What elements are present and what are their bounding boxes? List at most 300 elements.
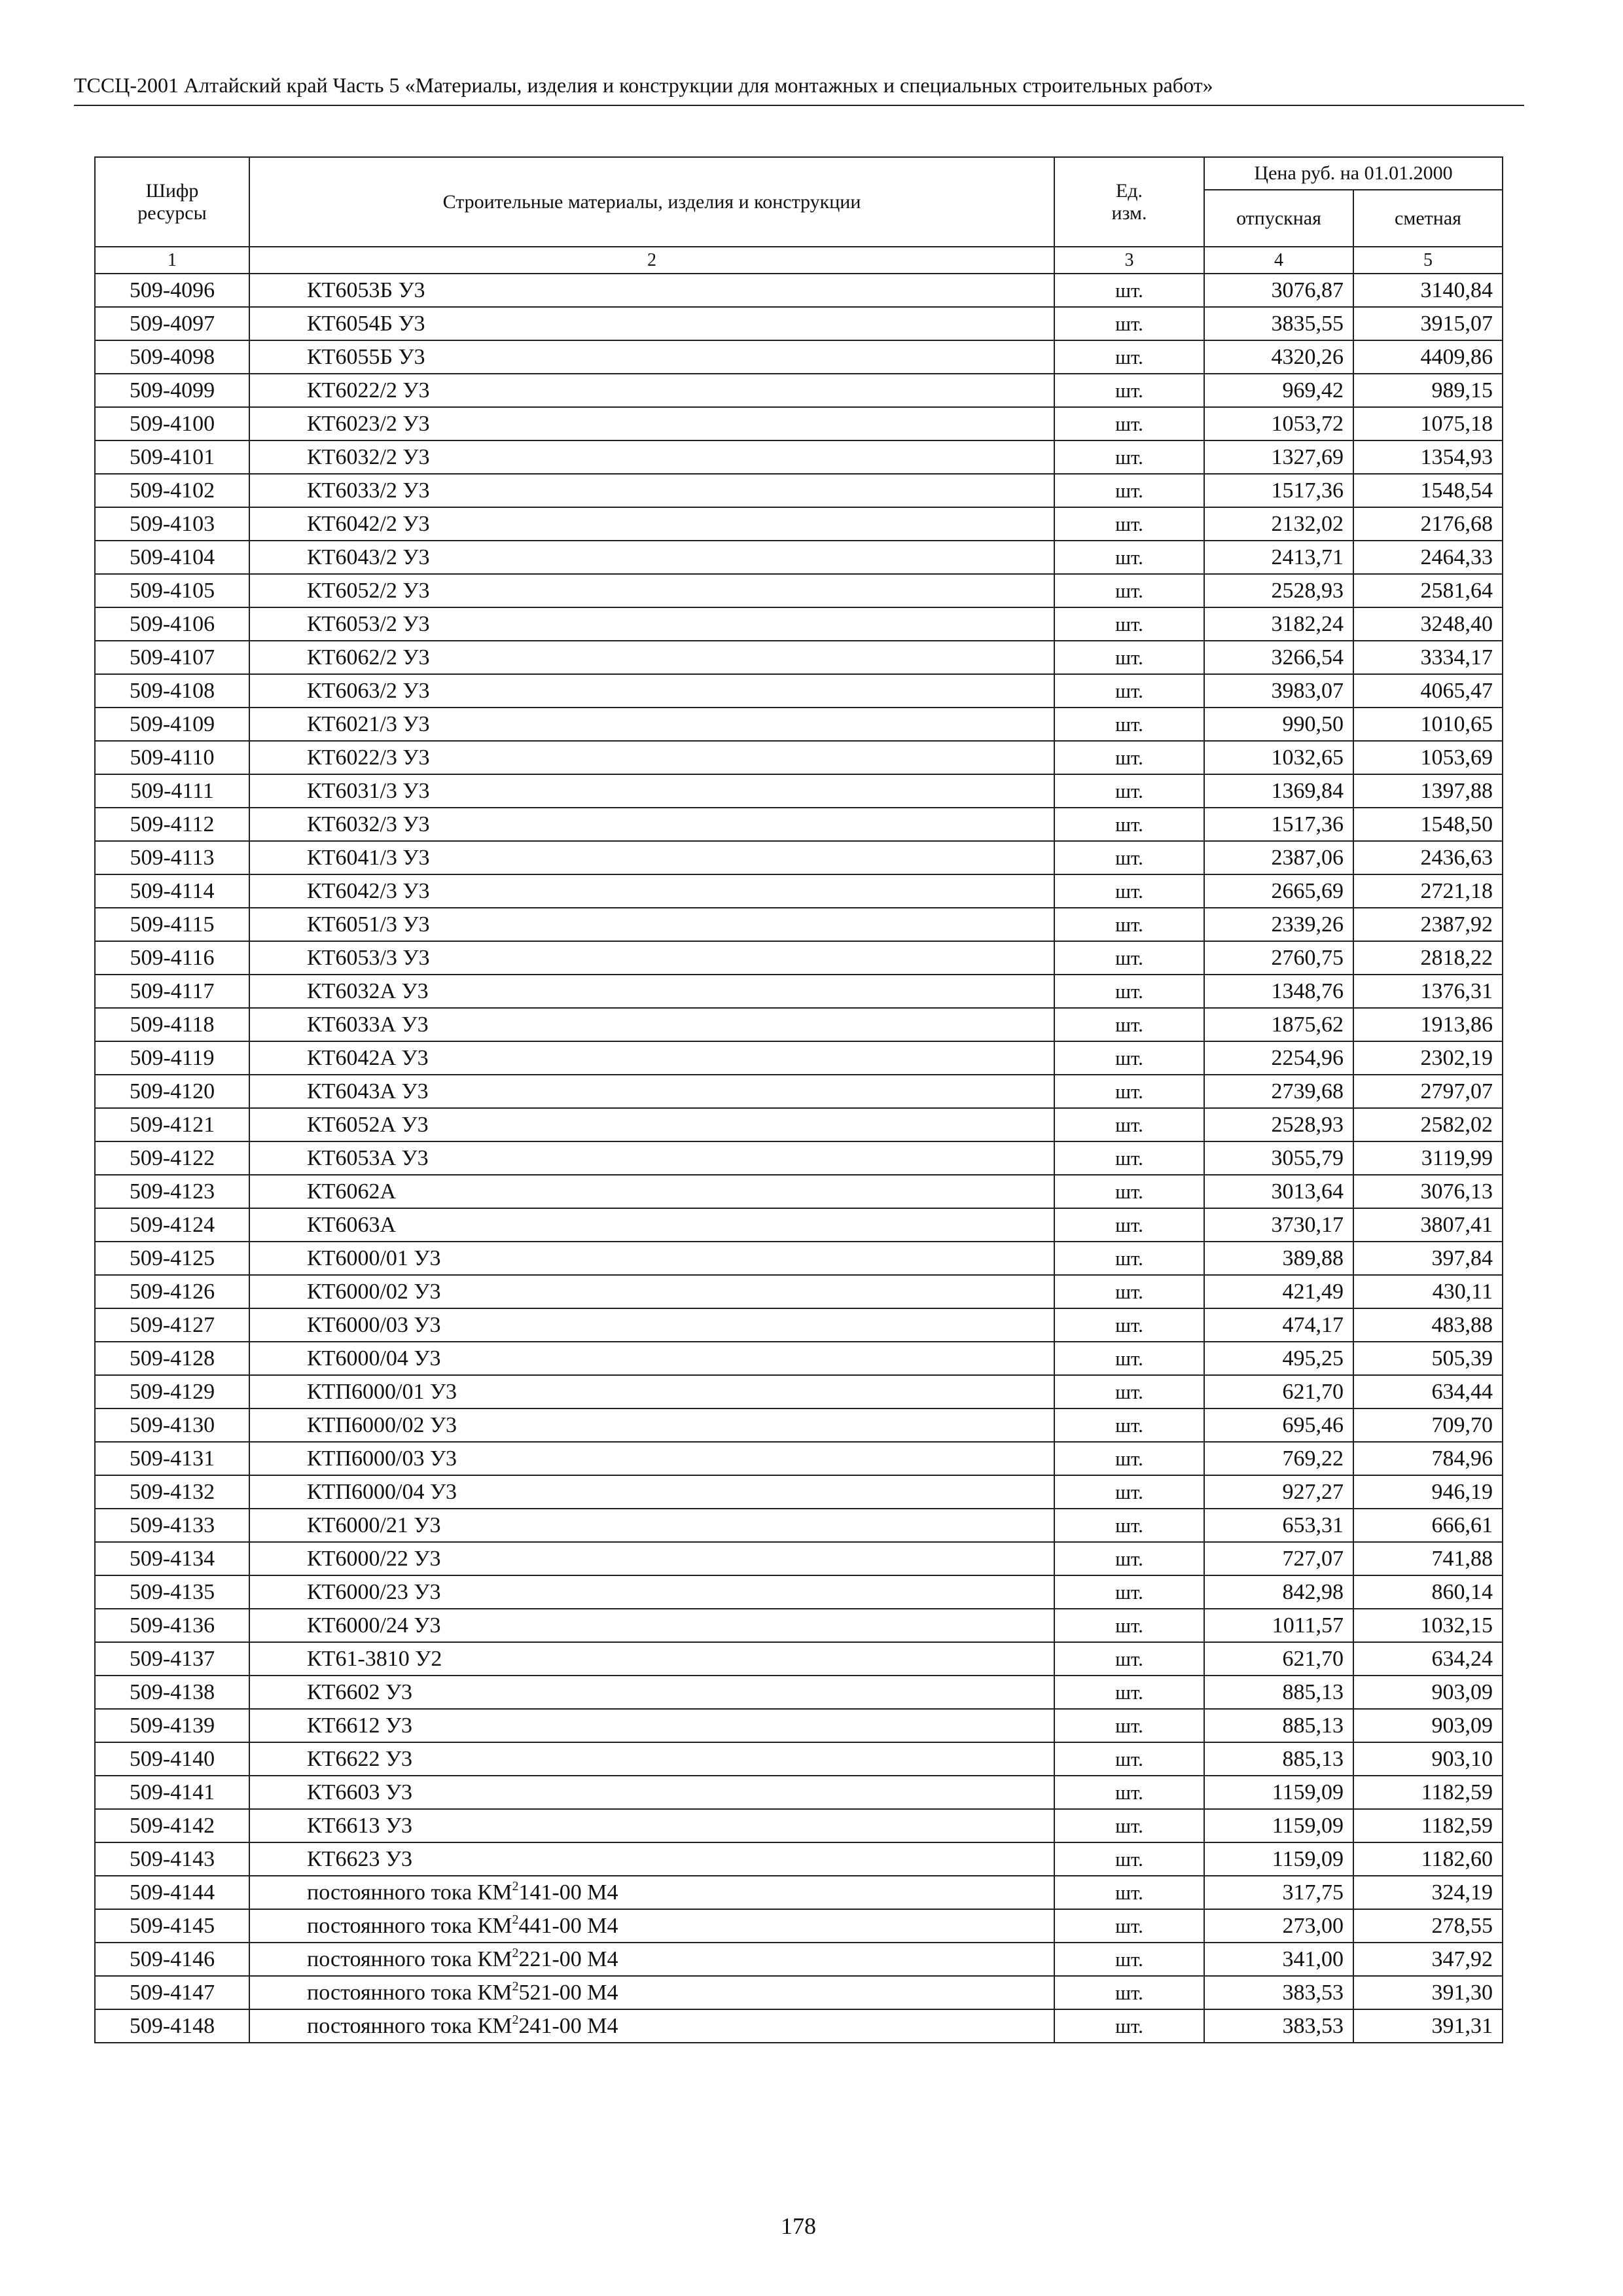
table-row [95, 941, 1503, 975]
unit-of-measure: шт. [1054, 607, 1204, 641]
release-price: 1369,84 [1204, 774, 1353, 808]
estimate-price: 860,14 [1353, 1575, 1503, 1609]
unit-of-measure: шт. [1054, 674, 1204, 708]
material-name [249, 1108, 1054, 1141]
column-header-code: Шифр ресурсы [95, 157, 249, 247]
running-header: ТССЦ-2001 Алтайский край Часть 5 «Материалы, изделия и конструкции для монтажных и специальных строительных работ» [74, 73, 1213, 97]
unit-of-measure: шт. [1054, 340, 1204, 374]
unit-of-measure: шт. [1054, 1342, 1204, 1375]
resource-code: 509-4114 [95, 874, 249, 908]
resource-code: 509-4139 [95, 1709, 249, 1742]
column-number: 5 [1353, 247, 1503, 274]
estimate-price: 1032,15 [1353, 1609, 1503, 1642]
table-row [95, 1175, 1503, 1208]
estimate-price: 1182,59 [1353, 1809, 1503, 1842]
estimate-price: 2797,07 [1353, 1075, 1503, 1108]
material-name-text: КТ6042А У3 [307, 1045, 429, 1070]
resource-code: 509-4099 [95, 374, 249, 407]
table-row [95, 1642, 1503, 1676]
release-price: 2665,69 [1204, 874, 1353, 908]
column-number: 2 [249, 247, 1054, 274]
resource-code: 509-4096 [95, 274, 249, 307]
material-name [249, 1141, 1054, 1175]
material-name-text: постоянного тока КМ [307, 1946, 512, 1971]
unit-of-measure: шт. [1054, 1475, 1204, 1509]
release-price: 621,70 [1204, 1375, 1353, 1408]
release-price: 3983,07 [1204, 674, 1353, 708]
release-price: 317,75 [1204, 1876, 1353, 1909]
column-header-estimate-price: сметная [1353, 190, 1503, 247]
resource-code: 509-4122 [95, 1141, 249, 1175]
column-header-price-group: Цена руб. на 01.01.2000 [1204, 157, 1503, 190]
unit-of-measure: шт. [1054, 374, 1204, 407]
resource-code: 509-4102 [95, 474, 249, 507]
material-name-suffix: 441-00 М4 [518, 1913, 618, 1938]
table-row [95, 1308, 1503, 1342]
unit-of-measure: шт. [1054, 541, 1204, 574]
material-name-text: КТ6622 У3 [307, 1746, 413, 1771]
resource-code: 509-4125 [95, 1242, 249, 1275]
release-price: 1327,69 [1204, 440, 1353, 474]
table-row [95, 1408, 1503, 1442]
table-row [95, 440, 1503, 474]
unit-of-measure: шт. [1054, 1208, 1204, 1242]
release-price: 695,46 [1204, 1408, 1353, 1442]
column-number: 1 [95, 247, 249, 274]
estimate-price: 2302,19 [1353, 1041, 1503, 1075]
material-name-text: постоянного тока КМ [307, 2013, 512, 2038]
unit-of-measure: шт. [1054, 574, 1204, 607]
estimate-price: 505,39 [1353, 1342, 1503, 1375]
material-name [249, 1842, 1054, 1876]
material-name [249, 841, 1054, 874]
estimate-price: 709,70 [1353, 1408, 1503, 1442]
superscript: 2 [512, 1979, 519, 1994]
estimate-price: 946,19 [1353, 1475, 1503, 1509]
unit-of-measure: шт. [1054, 1141, 1204, 1175]
material-name-text: КТ6032/2 У3 [307, 444, 430, 469]
resource-code: 509-4115 [95, 908, 249, 941]
table-row [95, 1342, 1503, 1375]
release-price: 621,70 [1204, 1642, 1353, 1676]
release-price: 1159,09 [1204, 1776, 1353, 1809]
table-row [95, 1609, 1503, 1642]
release-price: 3266,54 [1204, 641, 1353, 674]
release-price: 2387,06 [1204, 841, 1353, 874]
estimate-price: 1075,18 [1353, 407, 1503, 440]
release-price: 2413,71 [1204, 541, 1353, 574]
material-name-text: КТ6051/3 У3 [307, 912, 430, 937]
material-name-text: КТ6053А У3 [307, 1145, 429, 1170]
table-row [95, 1375, 1503, 1408]
material-name-text: КТ6022/3 У3 [307, 745, 430, 770]
material-name [249, 641, 1054, 674]
unit-of-measure: шт. [1054, 1108, 1204, 1141]
release-price: 1053,72 [1204, 407, 1353, 440]
release-price: 1348,76 [1204, 975, 1353, 1008]
material-name [249, 1609, 1054, 1642]
material-name-text: КТП6000/03 У3 [307, 1446, 457, 1471]
release-price: 3076,87 [1204, 274, 1353, 307]
resource-code: 509-4118 [95, 1008, 249, 1041]
estimate-price: 3807,41 [1353, 1208, 1503, 1242]
release-price: 1159,09 [1204, 1842, 1353, 1876]
material-name [249, 1408, 1054, 1442]
material-name-suffix: 141-00 М4 [518, 1880, 618, 1905]
unit-of-measure: шт. [1054, 1642, 1204, 1676]
material-name-text: КТП6000/02 У3 [307, 1412, 457, 1437]
release-price: 2528,93 [1204, 574, 1353, 607]
material-name-text: КТ6023/2 У3 [307, 411, 430, 436]
table-row [95, 574, 1503, 607]
table-row [95, 1909, 1503, 1943]
unit-of-measure: шт. [1054, 841, 1204, 874]
release-price: 3013,64 [1204, 1175, 1353, 1208]
resource-code: 509-4112 [95, 808, 249, 841]
unit-of-measure: шт. [1054, 1676, 1204, 1709]
table-row [95, 1041, 1503, 1075]
resource-code: 509-4143 [95, 1842, 249, 1876]
unit-of-measure: шт. [1054, 440, 1204, 474]
column-header-name: Строительные материалы, изделия и конструкции [249, 157, 1054, 247]
column-number: 4 [1204, 247, 1353, 274]
unit-of-measure: шт. [1054, 407, 1204, 440]
resource-code: 509-4116 [95, 941, 249, 975]
estimate-price: 903,09 [1353, 1709, 1503, 1742]
material-name-text: КТ6021/3 У3 [307, 711, 430, 736]
table-row [95, 1943, 1503, 1976]
estimate-price: 903,10 [1353, 1742, 1503, 1776]
table-row [95, 274, 1503, 307]
resource-code: 509-4126 [95, 1275, 249, 1308]
unit-of-measure: шт. [1054, 908, 1204, 941]
unit-of-measure: шт. [1054, 1408, 1204, 1442]
resource-code: 509-4110 [95, 741, 249, 774]
estimate-price: 3915,07 [1353, 307, 1503, 340]
estimate-price: 2436,63 [1353, 841, 1503, 874]
material-name [249, 274, 1054, 307]
estimate-price: 2176,68 [1353, 507, 1503, 541]
release-price: 2739,68 [1204, 1075, 1353, 1108]
release-price: 2760,75 [1204, 941, 1353, 975]
material-name-text: КТ6031/3 У3 [307, 778, 430, 803]
unit-of-measure: шт. [1054, 1075, 1204, 1108]
resource-code: 509-4134 [95, 1542, 249, 1575]
resource-code: 509-4124 [95, 1208, 249, 1242]
estimate-price: 3334,17 [1353, 641, 1503, 674]
material-name-text: КТ6000/21 У3 [307, 1513, 441, 1537]
material-name-text: КТ6055Б У3 [307, 344, 425, 369]
release-price: 383,53 [1204, 2009, 1353, 2043]
table-row [95, 908, 1503, 941]
material-name-suffix: 221-00 М4 [518, 1946, 618, 1971]
material-name [249, 1242, 1054, 1275]
estimate-price: 2582,02 [1353, 1108, 1503, 1141]
material-name-text: КТ6053Б У3 [307, 278, 425, 302]
material-name-text: постоянного тока КМ [307, 1880, 512, 1905]
unit-of-measure: шт. [1054, 1542, 1204, 1575]
material-name [249, 908, 1054, 941]
table-row [95, 1475, 1503, 1509]
table-row [95, 374, 1503, 407]
table-row [95, 307, 1503, 340]
material-name [249, 1008, 1054, 1041]
table-header [95, 157, 1503, 274]
unit-of-measure: шт. [1054, 941, 1204, 975]
table-row [95, 2009, 1503, 2043]
resource-code: 509-4100 [95, 407, 249, 440]
resource-code: 509-4107 [95, 641, 249, 674]
resource-code: 509-4140 [95, 1742, 249, 1776]
estimate-price: 903,09 [1353, 1676, 1503, 1709]
table-row [95, 1542, 1503, 1575]
release-price: 927,27 [1204, 1475, 1353, 1509]
release-price: 421,49 [1204, 1275, 1353, 1308]
superscript: 2 [512, 2012, 519, 2027]
table-row [95, 708, 1503, 741]
estimate-price: 2581,64 [1353, 574, 1503, 607]
unit-of-measure: шт. [1054, 741, 1204, 774]
resource-code: 509-4098 [95, 340, 249, 374]
material-name [249, 1709, 1054, 1742]
material-name-text: КТ6042/3 У3 [307, 878, 430, 903]
material-name [249, 975, 1054, 1008]
estimate-price: 1376,31 [1353, 975, 1503, 1008]
material-name-suffix: 241-00 М4 [518, 2013, 618, 2038]
material-name [249, 708, 1054, 741]
table-row [95, 607, 1503, 641]
resource-code: 509-4123 [95, 1175, 249, 1208]
resource-code: 509-4128 [95, 1342, 249, 1375]
material-name [249, 941, 1054, 975]
table-row [95, 1275, 1503, 1308]
material-name [249, 607, 1054, 641]
release-price: 2254,96 [1204, 1041, 1353, 1075]
unit-of-measure: шт. [1054, 1876, 1204, 1909]
material-name [249, 1976, 1054, 2009]
table-row [95, 1141, 1503, 1175]
resource-code: 509-4129 [95, 1375, 249, 1408]
material-name-text: КТ6000/22 У3 [307, 1546, 441, 1571]
column-header-release-price: отпускная [1204, 190, 1353, 247]
material-name-text: КТ6041/3 У3 [307, 845, 430, 870]
material-name-text: КТ6000/02 У3 [307, 1279, 441, 1304]
material-name-text: КТ6613 У3 [307, 1813, 413, 1838]
unit-of-measure: шт. [1054, 1008, 1204, 1041]
table-row [95, 1676, 1503, 1709]
estimate-price: 3248,40 [1353, 607, 1503, 641]
table-row [95, 1776, 1503, 1809]
resource-code: 509-4117 [95, 975, 249, 1008]
unit-of-measure: шт. [1054, 1776, 1204, 1809]
resource-code: 509-4148 [95, 2009, 249, 2043]
unit-of-measure: шт. [1054, 708, 1204, 741]
material-name-text: КТ6000/04 У3 [307, 1346, 441, 1371]
release-price: 1875,62 [1204, 1008, 1353, 1041]
release-price: 3182,24 [1204, 607, 1353, 641]
table-row [95, 1809, 1503, 1842]
material-name-text: КТ6063А [307, 1212, 396, 1237]
table-row [95, 1208, 1503, 1242]
material-name [249, 1742, 1054, 1776]
material-name-text: КТ6043А У3 [307, 1079, 429, 1103]
resource-code: 509-4147 [95, 1976, 249, 2009]
material-name [249, 374, 1054, 407]
material-name-text: КТ6062А [307, 1179, 396, 1204]
estimate-price: 634,24 [1353, 1642, 1503, 1676]
release-price: 769,22 [1204, 1442, 1353, 1475]
unit-of-measure: шт. [1054, 2009, 1204, 2043]
release-price: 1032,65 [1204, 741, 1353, 774]
resource-code: 509-4106 [95, 607, 249, 641]
material-name [249, 340, 1054, 374]
estimate-price: 391,31 [1353, 2009, 1503, 2043]
table-row [95, 1242, 1503, 1275]
release-price: 1517,36 [1204, 808, 1353, 841]
material-name-text: КТ6052А У3 [307, 1112, 429, 1137]
material-name-text: КТ6032А У3 [307, 978, 429, 1003]
resource-code: 509-4120 [95, 1075, 249, 1108]
release-price: 969,42 [1204, 374, 1353, 407]
estimate-price: 1182,60 [1353, 1842, 1503, 1876]
header-rule [74, 105, 1524, 106]
material-name [249, 874, 1054, 908]
superscript: 2 [512, 1878, 519, 1893]
resource-code: 509-4131 [95, 1442, 249, 1475]
estimate-price: 347,92 [1353, 1943, 1503, 1976]
resource-code: 509-4133 [95, 1509, 249, 1542]
resource-code: 509-4105 [95, 574, 249, 607]
material-name-text: КТ6603 У3 [307, 1780, 413, 1804]
table-row [95, 1842, 1503, 1876]
resource-code: 509-4109 [95, 708, 249, 741]
unit-of-measure: шт. [1054, 1509, 1204, 1542]
material-name [249, 1809, 1054, 1842]
unit-of-measure: шт. [1054, 507, 1204, 541]
unit-of-measure: шт. [1054, 1175, 1204, 1208]
table-row [95, 474, 1503, 507]
material-name [249, 1342, 1054, 1375]
resource-code: 509-4127 [95, 1308, 249, 1342]
table-row [95, 741, 1503, 774]
estimate-price: 2721,18 [1353, 874, 1503, 908]
table-row [95, 407, 1503, 440]
estimate-price: 1053,69 [1353, 741, 1503, 774]
estimate-price: 666,61 [1353, 1509, 1503, 1542]
unit-of-measure: шт. [1054, 1609, 1204, 1642]
table-row [95, 1075, 1503, 1108]
material-name-text: КТ6053/3 У3 [307, 945, 430, 970]
estimate-price: 784,96 [1353, 1442, 1503, 1475]
material-name [249, 1475, 1054, 1509]
release-price: 341,00 [1204, 1943, 1353, 1976]
material-name [249, 474, 1054, 507]
unit-of-measure: шт. [1054, 1308, 1204, 1342]
material-name-text: КТ6043/2 У3 [307, 545, 430, 569]
unit-of-measure: шт. [1054, 874, 1204, 908]
table-row [95, 774, 1503, 808]
unit-of-measure: шт. [1054, 641, 1204, 674]
estimate-price: 278,55 [1353, 1909, 1503, 1943]
page-number: 178 [781, 2213, 816, 2239]
material-name [249, 1943, 1054, 1976]
estimate-price: 989,15 [1353, 374, 1503, 407]
release-price: 885,13 [1204, 1742, 1353, 1776]
resource-code: 509-4136 [95, 1609, 249, 1642]
material-name-text: КТ6032/3 У3 [307, 812, 430, 836]
superscript: 2 [512, 1912, 519, 1927]
table-row [95, 674, 1503, 708]
table-row [95, 1976, 1503, 2009]
material-name-text: КТ6602 У3 [307, 1679, 413, 1704]
release-price: 842,98 [1204, 1575, 1353, 1609]
table-row [95, 975, 1503, 1008]
resource-code: 509-4104 [95, 541, 249, 574]
material-name [249, 1375, 1054, 1408]
table-row [95, 841, 1503, 874]
superscript: 2 [512, 1945, 519, 1960]
material-name-text: КТ6053/2 У3 [307, 611, 430, 636]
resource-code: 509-4138 [95, 1676, 249, 1709]
unit-of-measure: шт. [1054, 474, 1204, 507]
material-name [249, 1509, 1054, 1542]
release-price: 885,13 [1204, 1676, 1353, 1709]
material-name-text: КТ6063/2 У3 [307, 678, 430, 703]
table-row [95, 1742, 1503, 1776]
material-name [249, 741, 1054, 774]
release-price: 2132,02 [1204, 507, 1353, 541]
estimate-price: 1182,59 [1353, 1776, 1503, 1809]
material-name-text: КТ6623 У3 [307, 1846, 413, 1871]
resource-code: 509-4141 [95, 1776, 249, 1809]
release-price: 1517,36 [1204, 474, 1353, 507]
table-row [95, 541, 1503, 574]
resource-code: 509-4101 [95, 440, 249, 474]
estimate-price: 3076,13 [1353, 1175, 1503, 1208]
release-price: 727,07 [1204, 1542, 1353, 1575]
resource-code: 509-4121 [95, 1108, 249, 1141]
unit-of-measure: шт. [1054, 1909, 1204, 1943]
release-price: 990,50 [1204, 708, 1353, 741]
table-row [95, 808, 1503, 841]
release-price: 474,17 [1204, 1308, 1353, 1342]
unit-of-measure: шт. [1054, 1275, 1204, 1308]
estimate-price: 1354,93 [1353, 440, 1503, 474]
material-name-text: КТП6000/01 У3 [307, 1379, 457, 1404]
table-row [95, 1709, 1503, 1742]
material-name [249, 1676, 1054, 1709]
unit-of-measure: шт. [1054, 1742, 1204, 1776]
material-name [249, 541, 1054, 574]
release-price: 4320,26 [1204, 340, 1353, 374]
table-body [95, 274, 1503, 2043]
material-name-text: КТ6000/24 У3 [307, 1613, 441, 1638]
resource-code: 509-4145 [95, 1909, 249, 1943]
release-price: 1011,57 [1204, 1609, 1353, 1642]
table-row [95, 507, 1503, 541]
resource-code: 509-4111 [95, 774, 249, 808]
material-name [249, 1275, 1054, 1308]
material-name [249, 1075, 1054, 1108]
release-price: 3055,79 [1204, 1141, 1353, 1175]
unit-of-measure: шт. [1054, 975, 1204, 1008]
estimate-price: 1548,54 [1353, 474, 1503, 507]
estimate-price: 1010,65 [1353, 708, 1503, 741]
material-name [249, 407, 1054, 440]
estimate-price: 2387,92 [1353, 908, 1503, 941]
table-row [95, 1442, 1503, 1475]
release-price: 2528,93 [1204, 1108, 1353, 1141]
